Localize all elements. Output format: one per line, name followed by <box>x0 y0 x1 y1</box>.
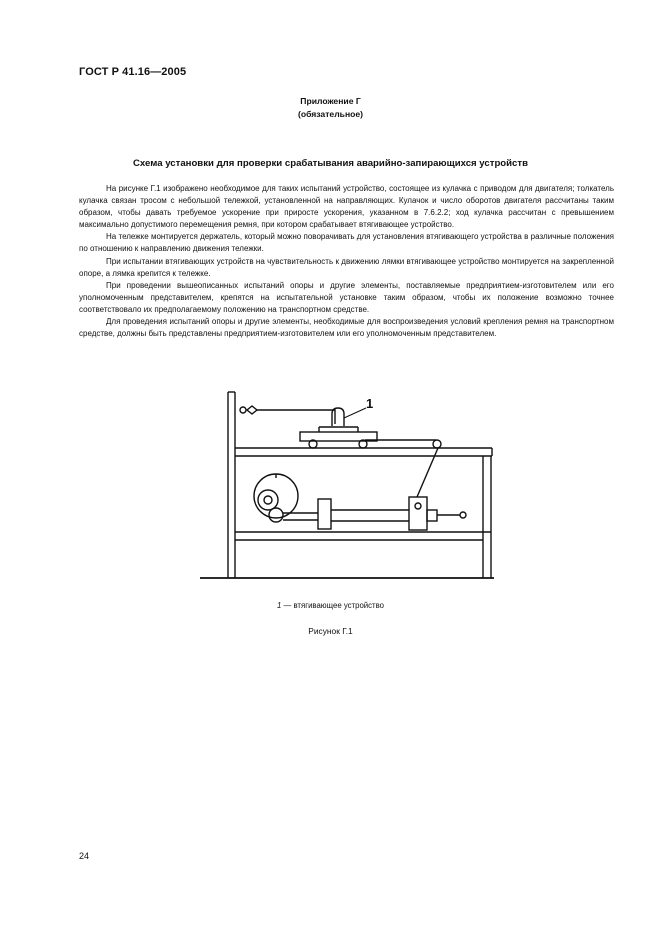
legend-text: — втягивающее устройство <box>281 601 384 610</box>
paragraph: При проведении вышеописанных испытаний опоры и другие элементы, поставляемые предприятием-изготовителем или его уполномоченным представителем, крепятся на испытательной установке таким образом, чтобы их положение возможно точнее соответствовало их предполагаемому положению на транспортном средстве. <box>79 280 614 314</box>
support-post <box>200 392 494 578</box>
cable-anchor <box>240 406 257 414</box>
appendix-status: (обязательное) <box>297 109 364 119</box>
standard-code: ГОСТ Р 41.16—2005 <box>79 66 187 78</box>
cable <box>257 410 335 424</box>
body-text <box>79 183 614 340</box>
figure-legend <box>0 601 661 610</box>
callout-leader <box>344 408 366 418</box>
paragraph: На тележке монтируется держатель, который можно поворачивать для установления втягивающего устройства в различные положения по отношению к направлению движения тележки. <box>79 232 614 254</box>
paragraph: На рисунке Г.1 изображено необходимое для таких испытаний устройство, состоящее из кулачка с приводом для двигателя; толкатель кулачка связан тросом с небольшой тележкой, установленной на направляющих. Кулачок и число оборотов двигателя рассчитаны таким образом, чтобы давать требуемое ускорение при приросте ускорения, указанном в 7.6.2.2; ход кулачка рассчитан с превышением максимально допустимого перемещения ремня, при котором срабатывает втягивающее устройство. <box>79 184 614 230</box>
section-heading: Схема установки для проверки срабатывания аварийно-запирающихся устройств <box>132 158 528 169</box>
pusher-rod <box>283 497 466 530</box>
frame <box>235 448 492 578</box>
callout-number: 1 <box>366 396 374 411</box>
appendix-title: Приложение Г <box>300 96 361 106</box>
legend-number: 1 <box>276 601 282 610</box>
test-rig-diagram <box>196 384 496 584</box>
paragraph: При испытании втягивающих устройств на чувствительность к движению лямки втягивающее устройство монтируется на закрепленной опоре, а лямка крепится к тележке. <box>79 256 614 278</box>
cam-motor <box>254 474 298 522</box>
paragraph: Для проведения испытаний опоры и другие элементы, необходимые для воспроизведения условий крепления ремня на транспортном средстве, должны быть представлены предприятием-изготовителем или его уполномоченным представителем. <box>79 317 614 339</box>
page-number: 24 <box>79 851 90 861</box>
figure-caption: Рисунок Г.1 <box>308 626 353 636</box>
retractor <box>319 408 358 432</box>
